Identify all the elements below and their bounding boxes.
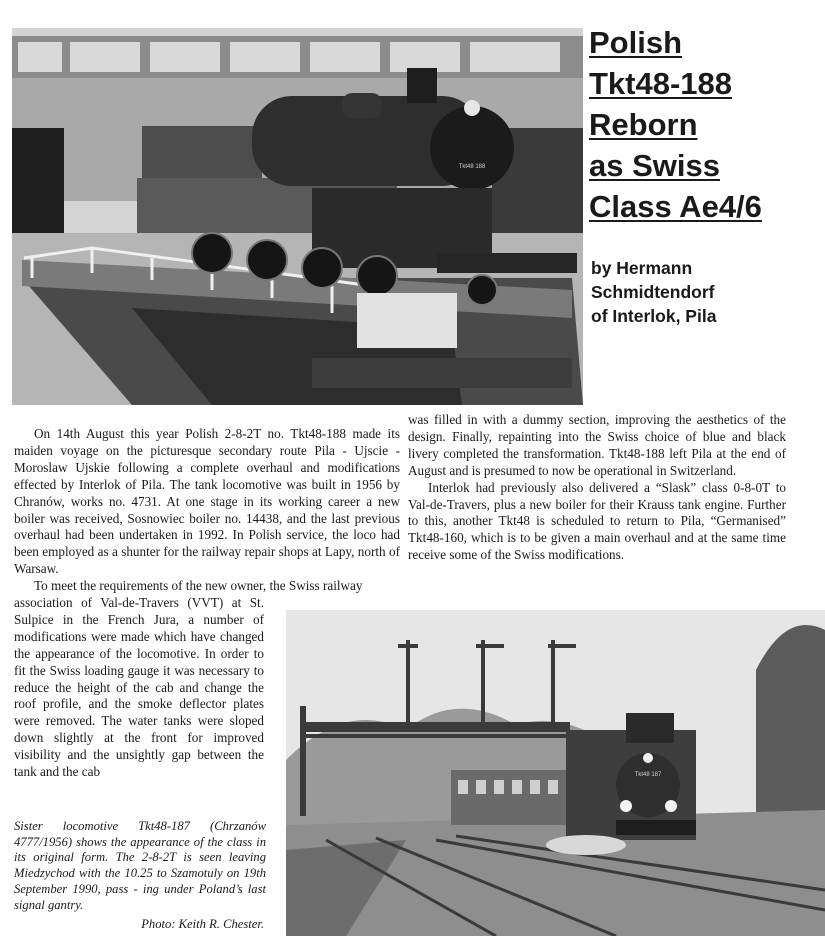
- title-line: Reborn: [589, 107, 698, 142]
- body-column-left: [14, 426, 400, 595]
- byline-line: by Hermann: [591, 258, 693, 278]
- photo-caption: Sister locomotive Tkt48-187 (Chrzanów 4777/1956) shows the appearance of the class in its original form. The 2-8-2T is seen leaving Miedzychod with the 10.25 to Szamotuly on 19th September 1990, pass - ing under Poland’s last signal gantry.: [14, 819, 266, 912]
- title-line: Tkt48-188: [589, 66, 733, 101]
- body-paragraph: On 14th August this year Polish 2-8-2T no. Tkt48-188 made its maiden voyage on the picturesque secondary route Pila - Ujscie - Moroslaw Ujskie following a complete overhaul and modifications effected by Interlok of Pila. The tank locomotive was built in 1956 by Chranów, works no. 4731. At one stage in its working career a new boiler was received, Sosnowiec boiler no. 14438, and the last previous overhaul had been undertaken in 1992. In Polish service, the loco had been employed as a shunter for the railway repair shops at Lapy, north of Warsaw.: [14, 426, 400, 577]
- body-column-left-narrow: [14, 595, 264, 781]
- photo-credit: Photo: Keith R. Chester.: [141, 917, 264, 931]
- article-byline: [591, 256, 821, 328]
- body-column-right: [408, 412, 786, 564]
- body-paragraph: To meet the requirements of the new owner, the Swiss railway: [34, 578, 363, 594]
- locomotive-number-plate: Tkt48 187: [634, 772, 662, 778]
- photo-locomotive-turntable: [12, 28, 583, 405]
- title-line: Class Ae4/6: [589, 189, 762, 224]
- title-line: Polish: [589, 25, 683, 60]
- body-paragraph: Interlok had previously also delivered a “Slask” class 0-8-0T to Val-de-Travers, plus a new boiler for their Krauss tank engine. Further to this, another Tkt48 is scheduled to return to Pila, “Germanised” Tkt48-160, which is to be given a main overhaul and at the same time receive some of the Swiss modifications.: [408, 479, 786, 563]
- locomotive-number-plate: Tkt48 188: [458, 164, 486, 170]
- title-line: as Swiss: [589, 148, 720, 183]
- article-title: [589, 22, 821, 227]
- photo-train-signal-gantry: [286, 610, 825, 936]
- body-paragraph-continued: was filled in with a dummy section, improving the aesthetics of the design. Finally, repainting into the Swiss choice of blue and black livery completed the transformation. Tkt48-188 left Pila at the end of August and is presumed to now be operational in Switzerland.: [408, 412, 786, 478]
- byline-line: of Interlok, Pila: [591, 306, 717, 326]
- byline-line: Schmidtendorf: [591, 282, 715, 302]
- body-paragraph-continued: association of Val-de-Travers (VVT) at St. Sulpice in the French Jura, a number of modifications were made which have changed the appearance of the locomotive. In order to fit the Swiss loading gauge it was necessary to reduce the height of the cab and change the roof profile, and the smoke deflector plates were removed. The water tanks were sloped down slightly at the front for improved visibility and the unsightly gap between the tank and the cab: [14, 595, 264, 780]
